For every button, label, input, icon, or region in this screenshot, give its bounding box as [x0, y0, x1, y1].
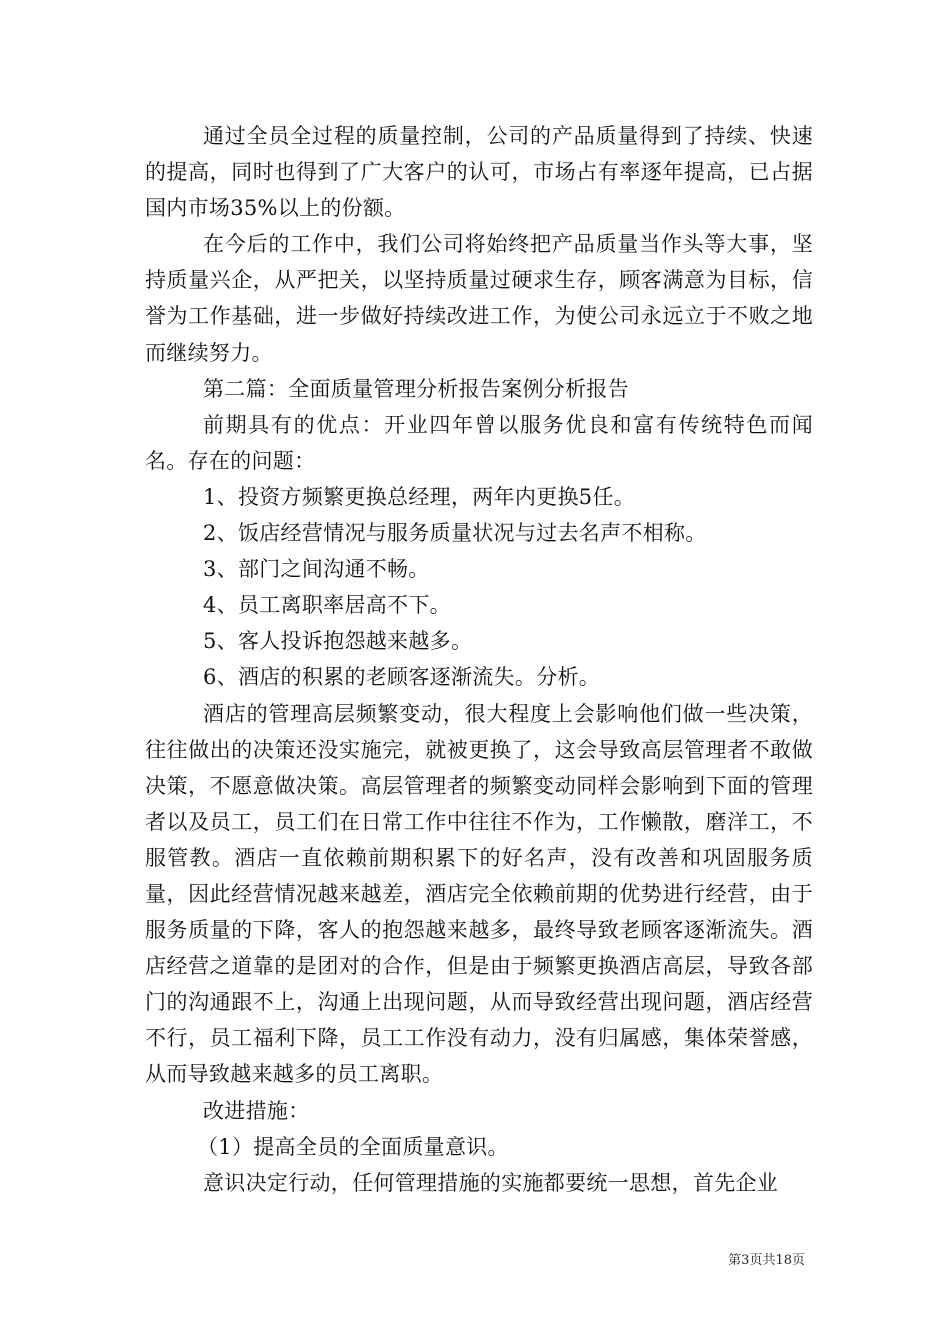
paragraph-future-work: 在今后的工作中，我们公司将始终把产品质量当作头等大事，坚持质量兴企，从严把关，以坚持质量过硬求生存，顾客满意为目标，信誉为工作基础，进一步做好持续改进工作，为使公司永远立于不败之地而继续努力。 — [145, 232, 813, 365]
problem-item-1: 1、投资方频繁更换总经理，两年内更换5任。 — [203, 484, 636, 509]
document-body — [145, 118, 813, 1201]
paragraph-advantages-problems: 前期具有的优点：开业四年曾以服务优良和富有传统特色而闻名。存在的问题： — [145, 412, 813, 473]
paragraph-analysis: 酒店的管理高层频繁变动，很大程度上会影响他们做一些决策，往往做出的决策还没实施完，就被更换了，这会导致高层管理者不敢做决策，不愿意做决策。高层管理者的频繁变动同样会影响到下面的管理者以及员工，员工们在日常工作中往往不作为，工作懒散，磨洋工，不服管教。酒店一直依赖前期积累下的好名声，没有改善和巩固服务质量，因此经营情况越来越差，酒店完全依赖前期的优势进行经营，由于服务质量的下降，客人的抱怨越来越多，最终导致老顾客逐渐流失。酒店经营之道靠的是团对的合作，但是由于频繁更换酒店高层，导致各部门的沟通跟不上，沟通上出现问题，从而导致经营出现问题，酒店经营不行，员工福利下降，员工工作没有动力，没有归属感，集体荣誉感，从而导致越来越多的员工离职。 — [145, 701, 813, 1087]
problem-item-3: 3、部门之间沟通不畅。 — [203, 557, 430, 582]
problem-item-4: 4、员工离职率居高不下。 — [203, 593, 451, 618]
problem-item-6: 6、酒店的积累的老顾客逐渐流失。分析。 — [203, 665, 601, 690]
page-number-footer: 第3页共18页 — [728, 1253, 805, 1268]
problem-item-5: 5、客人投诉抱怨越来越多。 — [203, 629, 473, 654]
paragraph-quality-control: 通过全员全过程的质量控制，公司的产品质量得到了持续、快速的提高，同时也得到了广大客户的认可，市场占有率逐年提高，已占据国内市场35%以上的份额。 — [145, 124, 813, 221]
paragraph-awareness: 意识决定行动，任何管理措施的实施都要统一思想，首先企业 — [203, 1170, 779, 1195]
problem-item-2: 2、饭店经营情况与服务质量状况与过去名声不相称。 — [203, 521, 707, 546]
heading-improvement-measures: 改进措施： — [203, 1098, 310, 1123]
section-heading-part-two: 第二篇：全面质量管理分析报告案例分析报告 — [203, 376, 629, 401]
measure-item-1: （1）提高全员的全面质量意识。 — [197, 1134, 509, 1159]
